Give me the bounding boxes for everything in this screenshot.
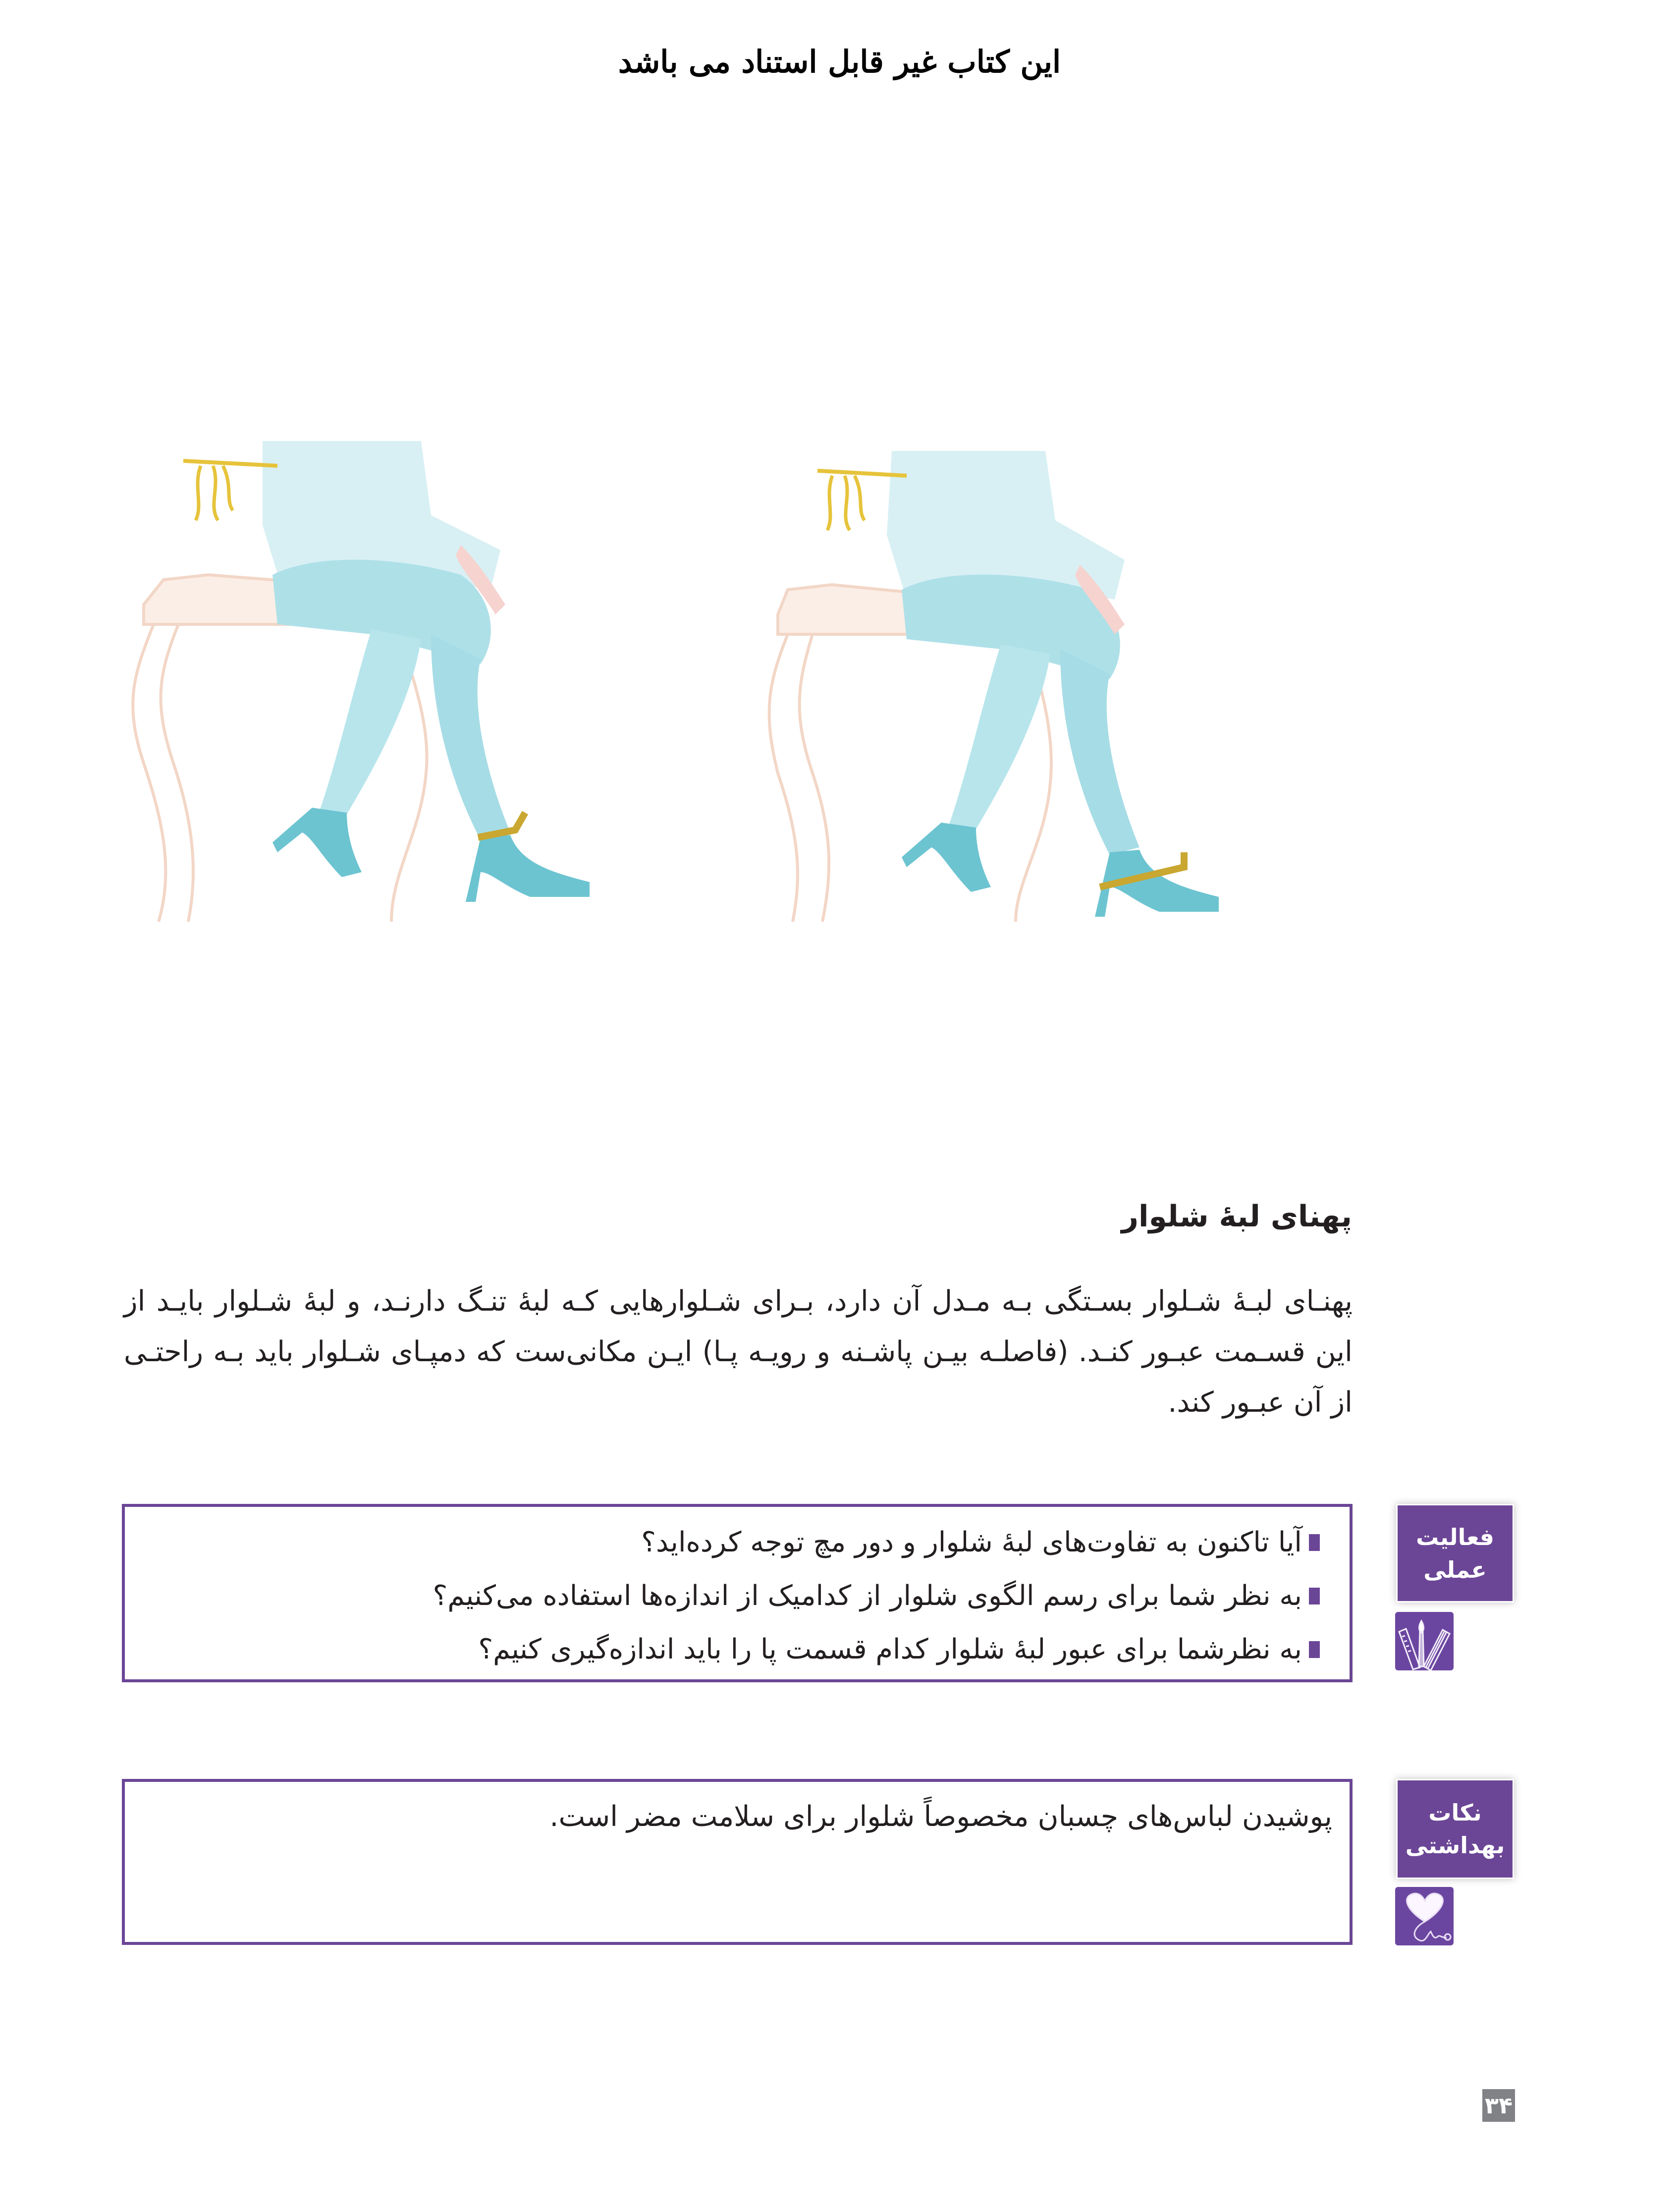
figure-left-seated-legs bbox=[114, 426, 659, 981]
question-item bbox=[433, 1569, 1320, 1623]
health-label-line1: نکات bbox=[1428, 1799, 1482, 1826]
illustration-left bbox=[114, 426, 659, 981]
body-paragraph: پهنـای لبـهٔ شـلوار بسـتگی بـه مـدل آن دارد، بـرای شـلوارهایی کـه لبهٔ تنـگ دارنـد، و لبهٔ شـلوار بایـد از این قسـمت عبـور کنـد. (فاصلـه بیـن پاشـنه و رویـه پـا) ایـن مکانی‌ست که دمپـای شـلوار باید بـه راحتـی از آن عبـور کند. bbox=[124, 1285, 1353, 1419]
question-text: آیا تاکنون به تفاوت‌های لبهٔ شلوار و دور مچ توجه کرده‌اید؟ bbox=[641, 1526, 1302, 1558]
health-text: پوشیدن لباس‌های چسبان مخصوصاً شلوار برای سلامت مضر است. bbox=[549, 1800, 1332, 1833]
square-bullet-icon bbox=[1309, 1534, 1320, 1551]
activity-label-line2: عملی bbox=[1423, 1556, 1487, 1583]
heart-stethoscope-icon bbox=[1395, 1887, 1454, 1945]
health-label-line2: بهداشتی bbox=[1405, 1832, 1505, 1859]
illustration-right bbox=[758, 426, 1328, 1100]
question-text: به نظرشما برای عبور لبهٔ شلوار کدام قسمت پا را باید اندازه‌گیری کنیم؟ bbox=[478, 1633, 1302, 1665]
ruler-pencil-brush-icon bbox=[1395, 1612, 1454, 1670]
square-bullet-icon bbox=[1309, 1641, 1320, 1658]
page-number: ۳۴ bbox=[1482, 2089, 1515, 2122]
activity-box bbox=[122, 1504, 1353, 1682]
health-label bbox=[1396, 1779, 1514, 1879]
question-item bbox=[433, 1516, 1320, 1569]
section-title: پهنای لبهٔ شلوار bbox=[1121, 1199, 1352, 1234]
question-item bbox=[433, 1623, 1320, 1676]
square-bullet-icon bbox=[1309, 1588, 1320, 1604]
question-list bbox=[433, 1516, 1320, 1676]
activity-label-line1: فعالیت bbox=[1415, 1523, 1495, 1550]
figure-right-seated-legs bbox=[758, 426, 1328, 1100]
activity-label bbox=[1396, 1504, 1514, 1603]
question-text: به نظر شما برای رسم الگوی شلوار از کدامیک از اندازه‌ها استفاده می‌کنیم؟ bbox=[433, 1580, 1302, 1612]
health-box bbox=[122, 1779, 1353, 1945]
header-notice: این کتاب غیر قابل استناد می باشد bbox=[618, 44, 1061, 80]
